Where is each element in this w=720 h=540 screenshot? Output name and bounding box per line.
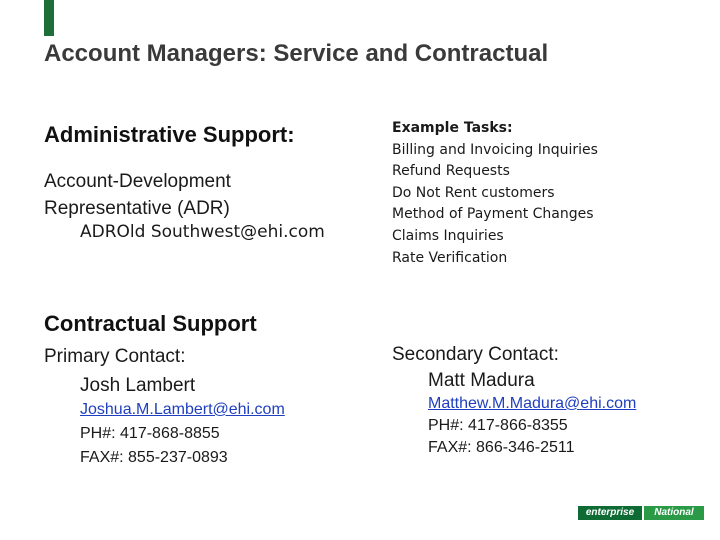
secondary-phone: PH#: 417-866-8355 xyxy=(428,417,568,434)
brand-logo xyxy=(578,506,704,528)
tasks-title: Example Tasks: xyxy=(392,120,513,136)
secondary-fax: FAX#: 866-346-2511 xyxy=(428,439,575,456)
contractual-support-heading: Contractual Support xyxy=(44,311,257,336)
task-item: Method of Payment Changes xyxy=(392,206,594,223)
primary-contact-name: Josh Lambert xyxy=(80,375,196,396)
task-item: Rate Verification xyxy=(392,249,508,266)
adr-role-line2: Representative (ADR) xyxy=(44,198,230,219)
page-title: Account Managers: Service and Contractual xyxy=(44,40,549,67)
national-logo: National xyxy=(644,506,704,520)
adr-email-text: ADROld Southwest@ehi.com xyxy=(80,222,325,242)
administrative-support-heading: Administrative Support: xyxy=(44,122,295,147)
task-item: Do Not Rent customers xyxy=(392,184,555,201)
adr-email-link[interactable] xyxy=(80,219,325,246)
primary-phone: PH#: 417-868-8855 xyxy=(80,425,220,442)
secondary-email-link[interactable]: Matthew.M.Madura@ehi.com xyxy=(428,395,637,412)
adr-role xyxy=(44,168,231,222)
example-tasks xyxy=(392,118,598,269)
secondary-contact-label: Secondary Contact: xyxy=(392,344,559,365)
primary-email-link[interactable]: Joshua.M.Lambert@ehi.com xyxy=(80,401,285,418)
task-item: Billing and Invoicing Inquiries xyxy=(392,141,598,158)
task-item: Refund Requests xyxy=(392,163,510,180)
adr-role-line1: Account-Development xyxy=(44,171,231,192)
primary-contact-details xyxy=(80,398,285,470)
secondary-contact-details xyxy=(428,393,636,459)
primary-fax: FAX#: 855-237-0893 xyxy=(80,449,228,466)
secondary-contact-name: Matt Madura xyxy=(428,370,535,391)
title-accent-bar xyxy=(44,0,54,36)
primary-contact-label: Primary Contact: xyxy=(44,346,186,367)
enterprise-logo: enterprise xyxy=(578,506,642,520)
task-item: Claims Inquiries xyxy=(392,227,504,244)
